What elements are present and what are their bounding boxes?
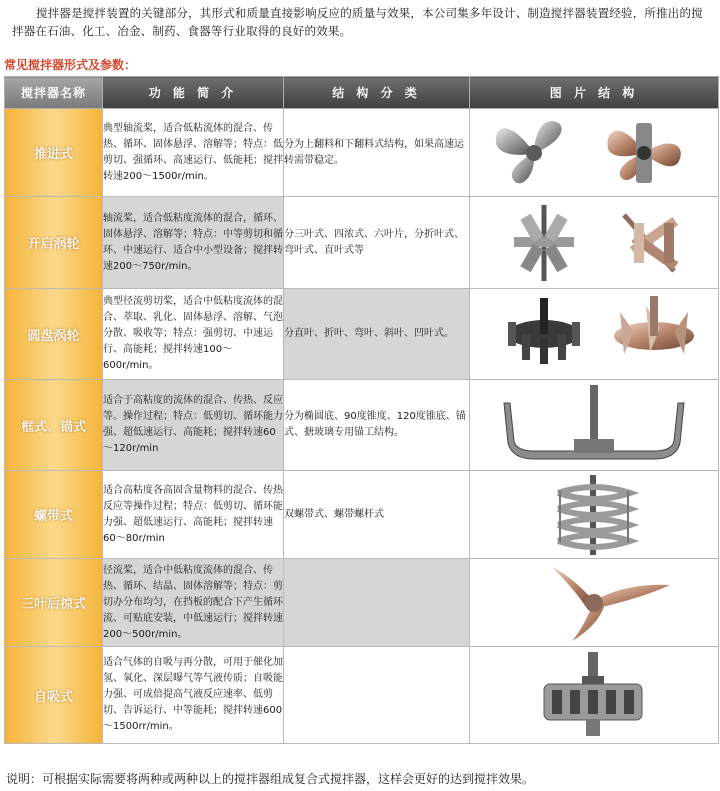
header-name: 搅拌器名称 [5, 77, 103, 109]
row-function: 适合于高粘度的流体的混合、传热、反应等。操作过程；特点：低剪切、循环能力强、超低速运行、高能耗；搅拌转速60～120r/min [103, 380, 284, 471]
row-structure: 分三叶式、四浓式、六叶片，分折叶式、弯叶式、直叶式等 [284, 197, 470, 289]
row-picture [470, 197, 719, 289]
row-name: 框式、锚式 [5, 380, 103, 471]
intro-paragraph: 搅拌器是搅拌装置的关键部分，其形式和质量直接影响反应的质量与效果，本公司集多年设计、制造搅拌器装置经验，所推出的搅拌器在石油、化工、冶金、制药、食器等行业取得的良好的效果。 [12, 6, 703, 38]
row-name: 圆盘涡轮 [5, 289, 103, 380]
section-title: 常见搅拌器形式及参数： [4, 58, 137, 72]
table-row [5, 471, 719, 559]
table-header-row [5, 77, 719, 109]
helical-ribbon-image [474, 473, 714, 557]
row-name: 螺带式 [5, 471, 103, 559]
agitator-params-table [4, 76, 719, 744]
row-function: 适合气体的自吸与再分散，可用于催化加氢、氧化、深层曝气等气液传质；自吸能力强、可成倍提高气液反应速率、低剪切、告诉运行、中等能耗；搅拌转速600～1500rr/min。 [103, 647, 284, 744]
row-function: 径流桨，适合中低粘度流体的混合、传热、循环、结晶、固体溶解等；特点：剪切办分布均匀，在挡板的配合下产生循环流、可贴底安装，中低速运行；搅拌转速200～500r/min。 [103, 559, 284, 647]
header-picture: 图 片 结 构 [470, 77, 719, 109]
table-row [5, 197, 719, 289]
header-structure: 结 构 分 类 [284, 77, 470, 109]
table-row [5, 109, 719, 197]
row-picture [470, 109, 719, 197]
row-picture [470, 559, 719, 647]
row-name: 自吸式 [5, 647, 103, 744]
row-picture [470, 380, 719, 471]
propeller-impeller-image [474, 113, 714, 193]
row-structure: 分为上翻料和下翻料式结构，如果高速运转需带稳定。 [284, 109, 470, 197]
row-picture [470, 647, 719, 744]
row-structure: 分直叶、折叶、弯叶、斜叶、凹叶式。 [284, 289, 470, 380]
header-function: 功 能 简 介 [103, 77, 284, 109]
disc-turbine-image [474, 292, 714, 376]
row-function: 适合高粘度各高固含量物料的混合、传热反应等操作过程；特点：低剪切、循环能力强、超低速运行、高能耗；搅拌转速60～80r/min [103, 471, 284, 559]
row-structure: 分为椭圆底、90度锥度、120度锥底、锚式、搪玻璃专用锚工结构。 [284, 380, 470, 471]
table-row [5, 289, 719, 380]
footnote: 说明：可根据实际需要将两种或两种以上的搅拌器组成复合式搅拌器，这样会更好的达到搅拌效果。 [6, 772, 535, 786]
row-structure [284, 559, 470, 647]
row-name: 推进式 [5, 109, 103, 197]
row-function: 典型径流剪切桨，适合中低粘度流体的混合、萃取、乳化、固体悬浮、溶解、气泡分散、吸收等；特点：强剪切、中速运行、高能耗；搅拌转速100～600r/min。 [103, 289, 284, 380]
open-turbine-image [474, 201, 714, 285]
row-function: 典型轴流桨，适合低粘流体的混合、传热、循环、固体悬浮、溶解等；特点：低剪切、强循环、高速运行、低能耗；搅拌转速200～1500r/min。 [103, 109, 284, 197]
table-row [5, 647, 719, 744]
row-picture [470, 471, 719, 559]
retreat-curve-impeller-image [474, 561, 714, 645]
table-row [5, 380, 719, 471]
anchor-impeller-image [474, 383, 714, 467]
row-structure [284, 647, 470, 744]
self-priming-impeller-image [474, 650, 714, 740]
row-name: 开启涡轮 [5, 197, 103, 289]
row-function: 轴流桨，适合低粘度流体的混合，循环、固体悬浮、溶解等；特点：中等剪切和循环、中速运行、适合中小型设备；搅拌转速200～750r/min。 [103, 197, 284, 289]
row-structure: 双螺带式、螺带螺杆式 [284, 471, 470, 559]
row-picture [470, 289, 719, 380]
row-name: 三叶后掠式 [5, 559, 103, 647]
table-row [5, 559, 719, 647]
